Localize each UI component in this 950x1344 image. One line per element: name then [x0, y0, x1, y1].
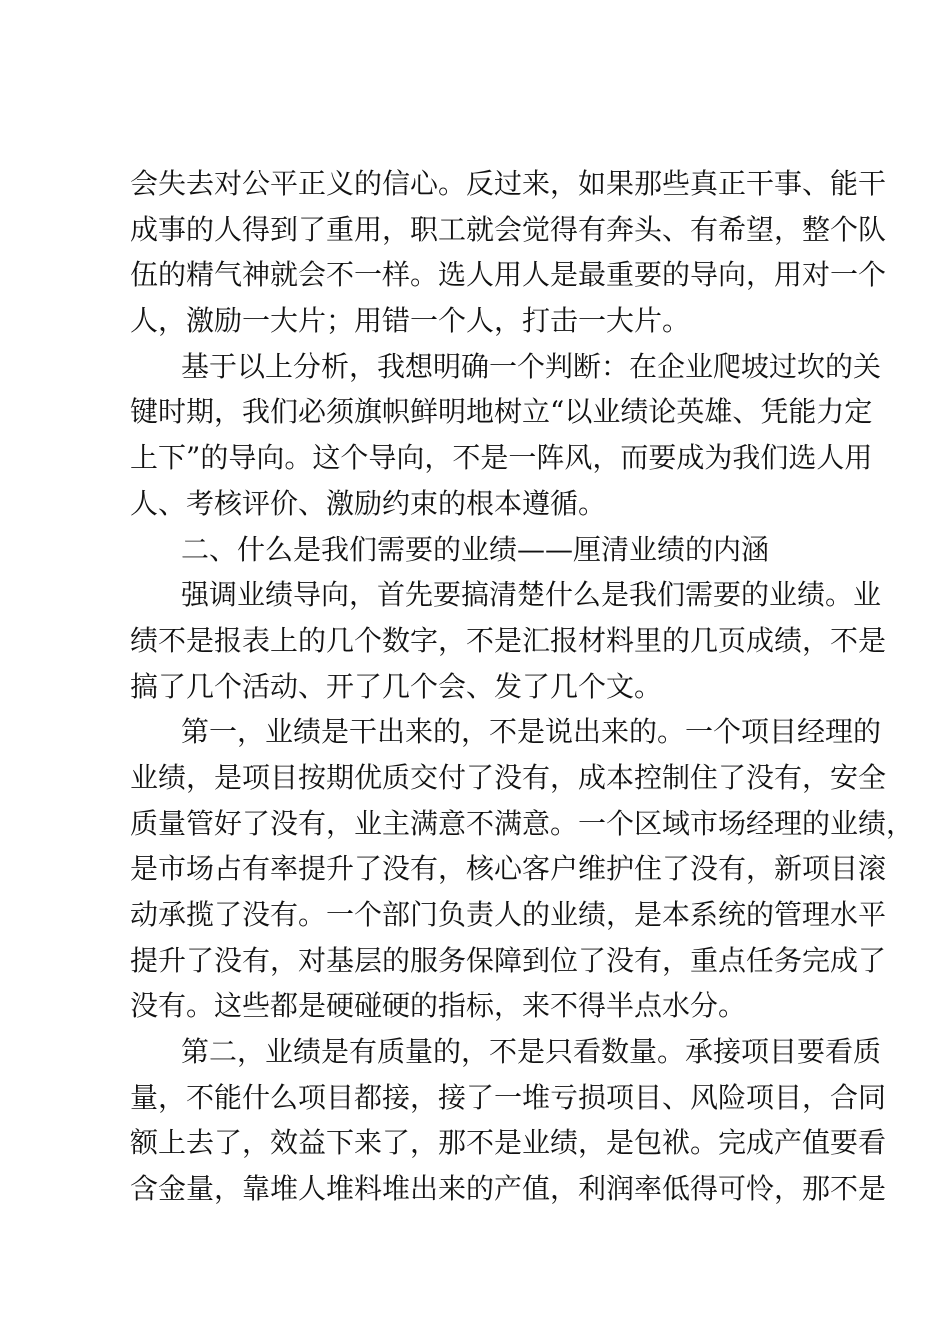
text-line: 强调业绩导向，首先要搞清楚什么是我们需要的业绩。业 — [181, 578, 882, 612]
text-line: 提升了没有，对基层的服务保障到位了没有，重点任务完成了 — [130, 943, 887, 977]
text-line: 额上去了，效益下来了，那不是业绩，是包袱。完成产值要看 — [130, 1126, 887, 1160]
text-line: 伍的精气神就会不一样。选人用人是最重要的导向，用对一个 — [130, 258, 887, 292]
text-line: 搞了几个活动、开了几个会、发了几个文。 — [130, 669, 663, 703]
text-line: 是市场占有率提升了没有，核心客户维护住了没有，新项目滚 — [130, 852, 887, 886]
text-line: 质量管好了没有，业主满意不满意。一个区域市场经理的业绩， — [130, 806, 915, 840]
text-line: 基于以上分析，我想明确一个判断：在企业爬坡过坎的关 — [181, 349, 882, 383]
text-line: 键时期，我们必须旗帜鲜明地树立“以业绩论英雄、凭能力定 — [130, 395, 873, 429]
text-line: 第一，业绩是干出来的，不是说出来的。一个项目经理的 — [181, 715, 882, 749]
text-line: 人、考核评价、激励约束的根本遵循。 — [130, 486, 607, 520]
text-line: 业绩，是项目按期优质交付了没有，成本控制住了没有，安全 — [130, 760, 887, 794]
text-line: 绩不是报表上的几个数字，不是汇报材料里的几页成绩，不是 — [130, 623, 887, 657]
text-line: 量，不能什么项目都接，接了一堆亏损项目、风险项目，合同 — [130, 1080, 887, 1114]
text-line: 动承揽了没有。一个部门负责人的业绩，是本系统的管理水平 — [130, 898, 887, 931]
text-line: 没有。这些都是硬碰硬的指标，来不得半点水分。 — [130, 989, 747, 1023]
text-line: 含金量，靠堆人堆料堆出来的产值，利润率低得可怜，那不是 — [130, 1172, 887, 1206]
section-heading: 二、什么是我们需要的业绩——厘清业绩的内涵 — [181, 532, 770, 566]
text-line: 成事的人得到了重用，职工就会觉得有奔头、有希望，整个队 — [130, 212, 887, 246]
text-line: 会失去对公平正义的信心。反过来，如果那些真正干事、能干 — [130, 167, 887, 200]
text-line: 第二，业绩是有质量的，不是只看数量。承接项目要看质 — [181, 1035, 882, 1069]
body-text — [130, 161, 915, 1212]
text-line: 上下”的导向。这个导向，不是一阵风，而要成为我们选人用 — [130, 441, 873, 475]
text-line: 人，激励一大片；用错一个人，打击一大片。 — [130, 304, 691, 338]
